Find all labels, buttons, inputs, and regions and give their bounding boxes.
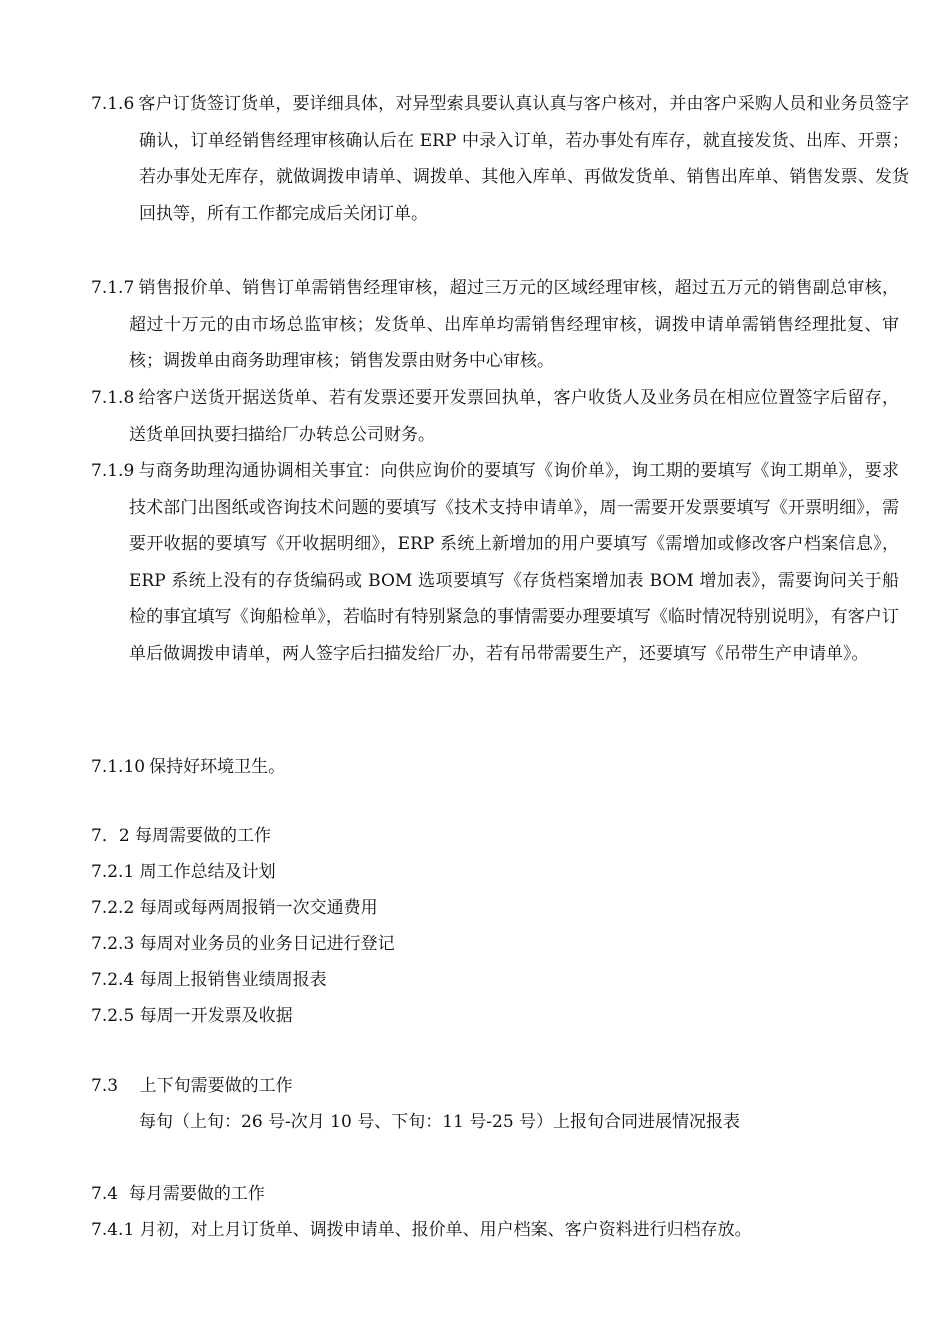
weekly-section xyxy=(91,818,861,1034)
item-text: 给客户送货开据送货单、若有发票还要开发票回执单，客户收货人及业务员在相应位置签字后留存，送货单回执要扫描给厂办转总公司财务。 xyxy=(129,388,899,445)
item-7-1-9 xyxy=(91,453,899,672)
section-heading: 7.4 每月需要做的工作 xyxy=(91,1184,265,1204)
list-item: 7.2.3 每周对业务员的业务日记进行登记 xyxy=(91,934,395,954)
item-7-1-10 xyxy=(91,749,861,786)
item-number: 7.1.8 xyxy=(91,388,135,408)
tenday-section xyxy=(91,1068,861,1140)
list-item: 每旬（上旬：26 号-次月 10 号、下旬：11 号-25 号）上报旬合同进展情况报表 xyxy=(139,1112,741,1132)
item-text: 保持好环境卫生。 xyxy=(149,757,286,777)
item-text: 销售报价单、销售订单需销售经理审核，超过三万元的区域经理审核，超过五万元的销售副总审核，超过十万元的由市场总监审核；发货单、出库单均需销售经理审核，调拨申请单需销售经理批复、审核；调拨单由商务助理审核；销售发票由财务中心审核。 xyxy=(129,278,899,371)
item-7-1-7 xyxy=(91,270,899,380)
list-item: 7.2.2 每周或每两周报销一次交通费用 xyxy=(91,898,378,918)
item-text: 与商务助理沟通协调相关事宜：向供应询价的要填写《询价单》，询工期的要填写《询工期单》，要求技术部门出图纸或咨询技术问题的要填写《技术支持申请单》，周一需要开发票要填写《开票明细》，需要开收据的要填写《开收据明细》，ERP 系统上新增加的用户要填写《需增加或修改客户档案信息》，ERP 系统上没有的存货编码或 BOM 选项要填写《存货档案增加表 BOM 增加表》，需要询问关于船检的事宜填写《询船检单》，若临时有特别紧急的事情需要办理要填写《临时情况特别说明》，有客户订单后做调拨申请单，两人签字后扫描发给厂办，若有吊带需要生产，还要填写《吊带生产申请单》。 xyxy=(129,461,899,664)
item-number: 7.1.7 xyxy=(91,278,135,298)
list-item: 7.2.1 周工作总结及计划 xyxy=(91,862,276,882)
item-number: 7.1.6 xyxy=(91,94,135,114)
item-7-1-6 xyxy=(91,86,909,232)
section-heading: 7.3 上下旬需要做的工作 xyxy=(91,1076,293,1096)
list-item: 7.2.5 每周一开发票及收据 xyxy=(91,1006,293,1026)
item-text: 客户订货签订货单，要详细具体，对异型索具要认真认真与客户核对，并由客户采购人员和业务员签字确认，订单经销售经理审核确认后在 ERP 中录入订单，若办事处有库存，就直接发货、出库、开票；若办事处无库存，就做调拨申请单、调拨单、其他入库单、再做发货单、销售出库单、销售发票、发货回执等，所有工作都完成后关闭订单。 xyxy=(138,94,909,224)
item-7-1-8 xyxy=(91,380,899,453)
section-heading: 7．2 每周需要做的工作 xyxy=(91,826,272,846)
list-item: 7.4.1 月初，对上月订货单、调拨申请单、报价单、用户档案、客户资料进行归档存放。 xyxy=(91,1220,752,1240)
list-item: 7.2.4 每周上报销售业绩周报表 xyxy=(91,970,327,990)
item-number: 7.1.10 xyxy=(91,757,146,777)
monthly-section xyxy=(91,1176,861,1248)
item-number: 7.1.9 xyxy=(91,461,135,481)
